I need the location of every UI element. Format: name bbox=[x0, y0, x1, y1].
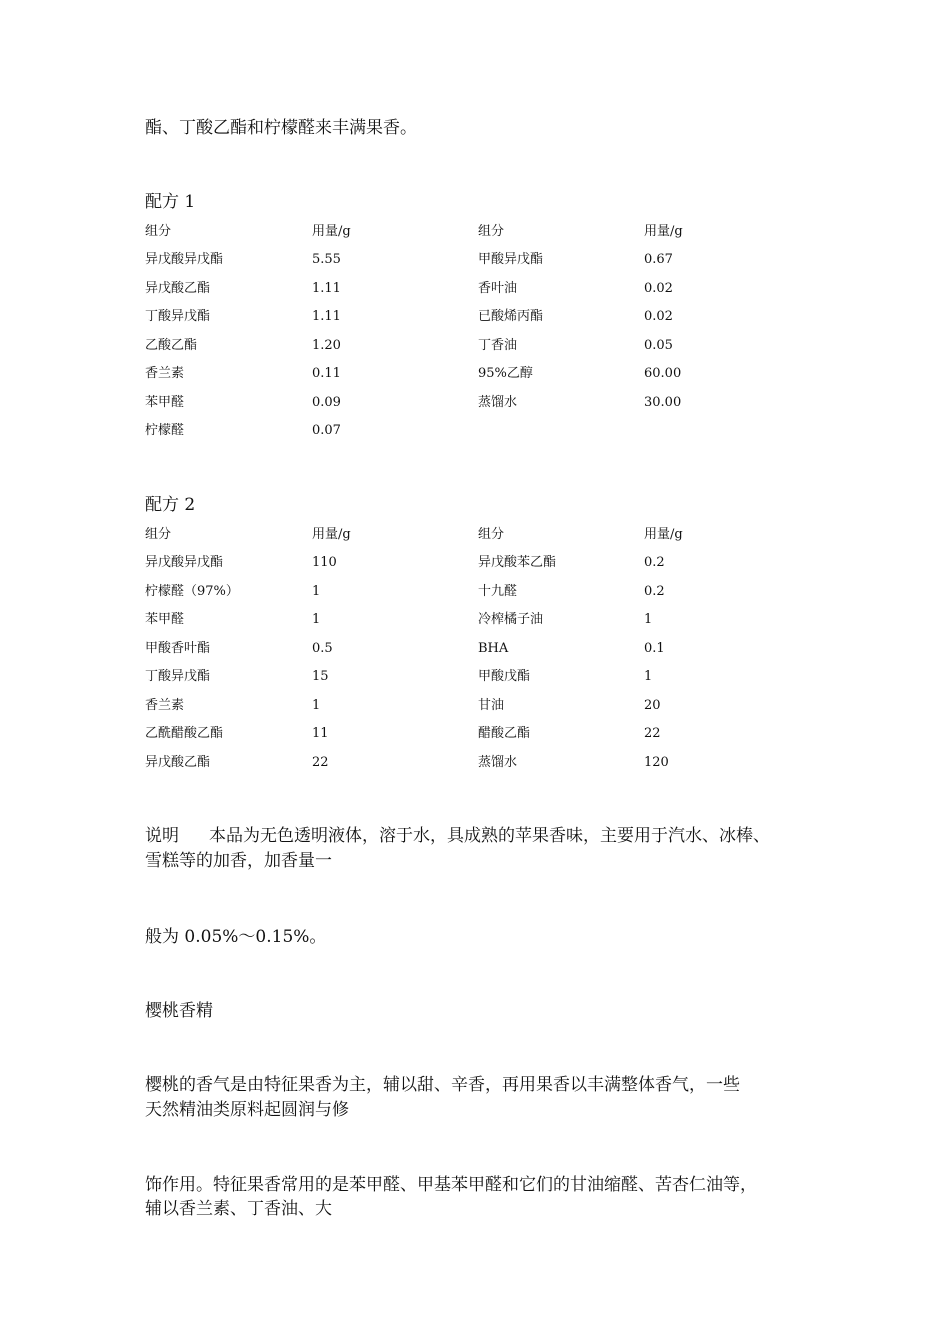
formula1-title: 配方 1 bbox=[145, 192, 196, 212]
cell-amount: 1.11 bbox=[312, 281, 341, 296]
cell-component: 甲酸戊酯 bbox=[478, 669, 531, 684]
cell-amount: 5.55 bbox=[312, 252, 341, 267]
cell-component: 香叶油 bbox=[478, 281, 518, 296]
note-line-3: 般为 0.05%～0.15%。 bbox=[145, 927, 327, 947]
table-row bbox=[145, 422, 765, 440]
cell-component: 十九醛 bbox=[478, 584, 518, 599]
cell-component: 异戊酸乙酯 bbox=[145, 281, 211, 296]
note-line-2: 雪糕等的加香，加香量一 bbox=[145, 851, 332, 871]
cell-component: 甲酸异戊酯 bbox=[478, 252, 544, 267]
table-row bbox=[145, 251, 765, 269]
table-row bbox=[145, 583, 765, 601]
cherry-paragraph-2-line-1: 饰作用。特征果香常用的是苯甲醛、甲基苯甲醛和它们的甘油缩醛、苦杏仁油等， bbox=[145, 1175, 757, 1195]
header-component: 组分 bbox=[145, 224, 172, 239]
header-amount: 用量/g bbox=[312, 527, 351, 542]
cell-component: 95%乙醇 bbox=[478, 366, 533, 381]
cell-component: 苯甲醛 bbox=[145, 612, 185, 627]
cell-component: 柠檬醛（97%） bbox=[145, 584, 239, 599]
cell-component: BHA bbox=[478, 641, 509, 656]
cell-component: 丁香油 bbox=[478, 338, 518, 353]
cell-amount: 30.00 bbox=[644, 395, 682, 410]
cherry-paragraph-1-line-2: 天然精油类原料起圆润与修 bbox=[145, 1100, 349, 1120]
cell-amount: 20 bbox=[644, 698, 661, 713]
cell-amount: 0.5 bbox=[312, 641, 333, 656]
cell-component: 异戊酸乙酯 bbox=[145, 755, 211, 770]
table-row bbox=[145, 754, 765, 772]
cherry-paragraph-1-line-1: 樱桃的香气是由特征果香为主，辅以甜、辛香，再用果香以丰满整体香气，一些 bbox=[145, 1075, 740, 1095]
note-line-1 bbox=[145, 826, 770, 846]
cell-amount: 11 bbox=[312, 726, 329, 741]
cell-amount: 0.05 bbox=[644, 338, 673, 353]
cell-amount: 120 bbox=[644, 755, 669, 770]
cell-amount: 0.02 bbox=[644, 281, 673, 296]
table-row bbox=[145, 725, 765, 743]
cell-amount: 1 bbox=[312, 584, 321, 599]
cell-amount: 60.00 bbox=[644, 366, 682, 381]
table-row bbox=[145, 668, 765, 686]
cell-amount: 0.11 bbox=[312, 366, 341, 381]
cell-component: 甲酸香叶酯 bbox=[145, 641, 211, 656]
formula2-title: 配方 2 bbox=[145, 495, 196, 515]
cell-component: 香兰素 bbox=[145, 366, 185, 381]
cell-amount: 0.02 bbox=[644, 309, 673, 324]
header-component: 组分 bbox=[145, 527, 172, 542]
cell-amount: 0.1 bbox=[644, 641, 665, 656]
table-row bbox=[145, 280, 765, 298]
header-amount: 用量/g bbox=[644, 224, 683, 239]
header-amount: 用量/g bbox=[644, 527, 683, 542]
cell-amount: 0.07 bbox=[312, 423, 341, 438]
table-header-row bbox=[145, 526, 765, 544]
cell-amount: 15 bbox=[312, 669, 329, 684]
cell-amount: 1 bbox=[644, 669, 653, 684]
cell-amount: 1.20 bbox=[312, 338, 341, 353]
cell-component: 已酸烯丙酯 bbox=[478, 309, 544, 324]
note-label: 说明 bbox=[145, 826, 179, 846]
cell-amount: 1 bbox=[312, 698, 321, 713]
cell-component: 异戊酸苯乙酯 bbox=[478, 555, 557, 570]
cell-component: 异戊酸异戊酯 bbox=[145, 252, 224, 267]
cell-component: 乙酰醋酸乙酯 bbox=[145, 726, 224, 741]
table-header-row bbox=[145, 223, 765, 241]
cell-component: 丁酸异戊酯 bbox=[145, 669, 211, 684]
cell-component: 异戊酸异戊酯 bbox=[145, 555, 224, 570]
cell-component: 乙酸乙酯 bbox=[145, 338, 198, 353]
cell-amount: 1 bbox=[312, 612, 321, 627]
note-text-1: 本品为无色透明液体，溶于水，具成熟的苹果香味，主要用于汽水、冰棒、 bbox=[209, 826, 770, 846]
cell-component: 醋酸乙酯 bbox=[478, 726, 531, 741]
cell-amount: 110 bbox=[312, 555, 337, 570]
cell-amount: 1.11 bbox=[312, 309, 341, 324]
cell-amount: 22 bbox=[312, 755, 329, 770]
cell-component: 蒸馏水 bbox=[478, 395, 518, 410]
table-row bbox=[145, 611, 765, 629]
table-row bbox=[145, 394, 765, 412]
cell-component: 丁酸异戊酯 bbox=[145, 309, 211, 324]
header-component: 组分 bbox=[478, 224, 505, 239]
cell-component: 冷榨橘子油 bbox=[478, 612, 544, 627]
header-amount: 用量/g bbox=[312, 224, 351, 239]
cell-component: 蒸馏水 bbox=[478, 755, 518, 770]
intro-line: 酯、丁酸乙酯和柠檬醛来丰满果香。 bbox=[145, 118, 417, 138]
cell-component: 柠檬醛 bbox=[145, 423, 185, 438]
table-row bbox=[145, 640, 765, 658]
cherry-title: 樱桃香精 bbox=[145, 1001, 213, 1021]
cell-amount: 1 bbox=[644, 612, 653, 627]
cell-amount: 0.67 bbox=[644, 252, 673, 267]
cell-amount: 22 bbox=[644, 726, 661, 741]
table-row bbox=[145, 308, 765, 326]
table-row bbox=[145, 554, 765, 572]
table-row bbox=[145, 365, 765, 383]
cell-component: 苯甲醛 bbox=[145, 395, 185, 410]
table-row bbox=[145, 697, 765, 715]
cell-amount: 0.2 bbox=[644, 555, 665, 570]
cell-amount: 0.2 bbox=[644, 584, 665, 599]
cell-amount: 0.09 bbox=[312, 395, 341, 410]
cell-component: 香兰素 bbox=[145, 698, 185, 713]
table-row bbox=[145, 337, 765, 355]
cherry-paragraph-2-line-2: 辅以香兰素、丁香油、大 bbox=[145, 1199, 332, 1219]
cell-component: 甘油 bbox=[478, 698, 505, 713]
header-component: 组分 bbox=[478, 527, 505, 542]
